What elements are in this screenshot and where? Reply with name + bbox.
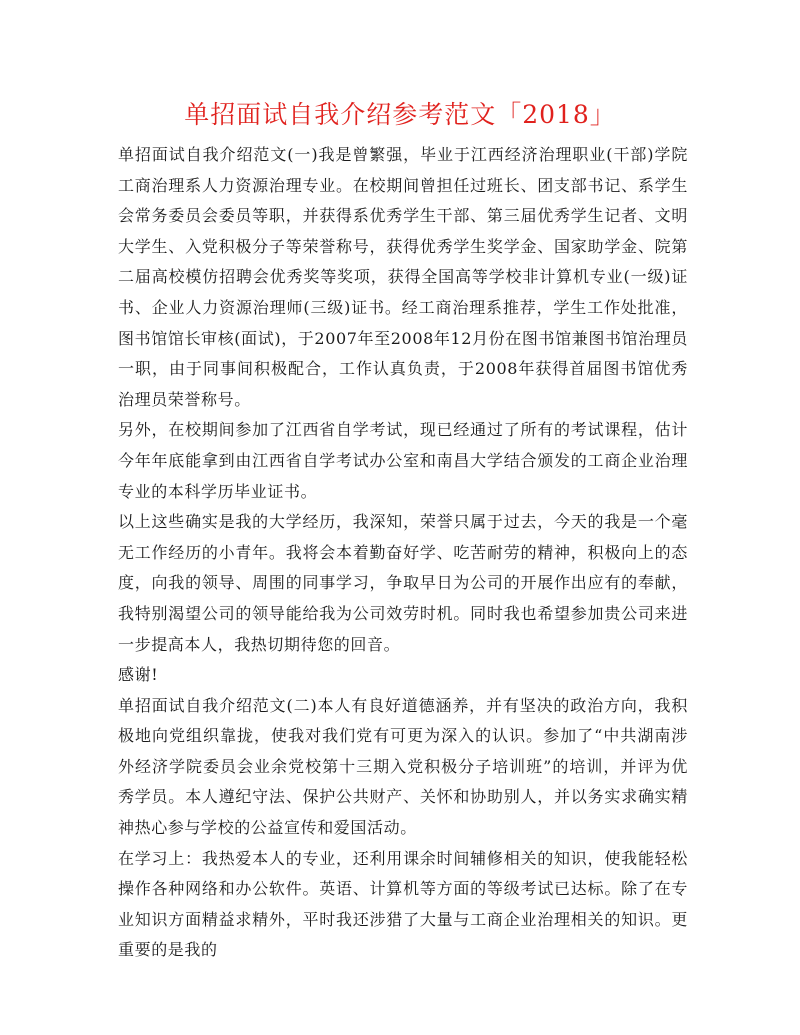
paragraph-intro-2: 单招面试自我介绍范文(二)本人有良好道德涵养，并有坚决的政治方向，我积极地向党组织靠拢，使我对我们党有可更为深入的认识。参加了“中共湖南涉外经济学院委员会业余党校第十三期入党积极分子培训班”的培训，并评为优秀学员。本人遵纪守法、保护公共财产、关怀和协助别人，并以务实求确实精神热心参与学校的公益宣传和爱国活动。 xyxy=(118,695,688,838)
paragraph-intro-1: 单招面试自我介绍范文(一)我是曾繁强，毕业于江西经济治理职业(干部)学院工商治理系人力资源治理专业。在校期间曾担任过班长、团支部书记、系学生会常务委员会委员等职，并获得系优秀学生干部、第三届优秀学生记者、文明大学生、入党积极分子等荣誉称号，获得优秀学生奖学金、国家助学金、院第二届高校模仿招聘会优秀奖等奖项，获得全国高等学校非计算机专业(一级)证书、企业人力资源治理师(三级)证书。经工商治理系推荐，学生工作处批准，图书馆馆长审核(面试)，于2007年至2008年12月份在图书馆兼图书馆治理员一职，由于同事间积极配合，工作认真负责，于2008年获得首届图书馆优秀治理员荣誉称号。 xyxy=(118,145,688,409)
page-title: 单招面试自我介绍参考范文「2018」 xyxy=(184,100,616,129)
document-body xyxy=(118,140,688,966)
paragraph-study: 在学习上：我热爱本人的专业，还利用课余时间辅修相关的知识，使我能轻松操作各种网络和办公软件。英语、计算机等方面的等级考试已达标。除了在专业知识方面精益求精外，平时我还涉猎了大量与工商企业治理相关的知识。更重要的是我的 xyxy=(118,848,688,960)
paragraph-self-study: 另外，在校期间参加了江西省自学考试，现已经通过了所有的考试课程，估计今年年底能拿到由江西省自学考试办公室和南昌大学结合颁发的工商企业治理专业的本科学历毕业证书。 xyxy=(118,420,688,501)
paragraph-thanks: 感谢! xyxy=(118,665,159,685)
paragraph-experience: 以上这些确实是我的大学经历，我深知，荣誉只属于过去，今天的我是一个毫无工作经历的小青年。我将会本着勤奋好学、吃苦耐劳的精神，积极向上的态度，向我的领导、周围的同事学习，争取早日为公司的开展作出应有的奉献，我特别渴望公司的领导能给我为公司效劳时机。同时我也希望参加贵公司来进一步提高本人，我热切期待您的回音。 xyxy=(118,512,688,654)
